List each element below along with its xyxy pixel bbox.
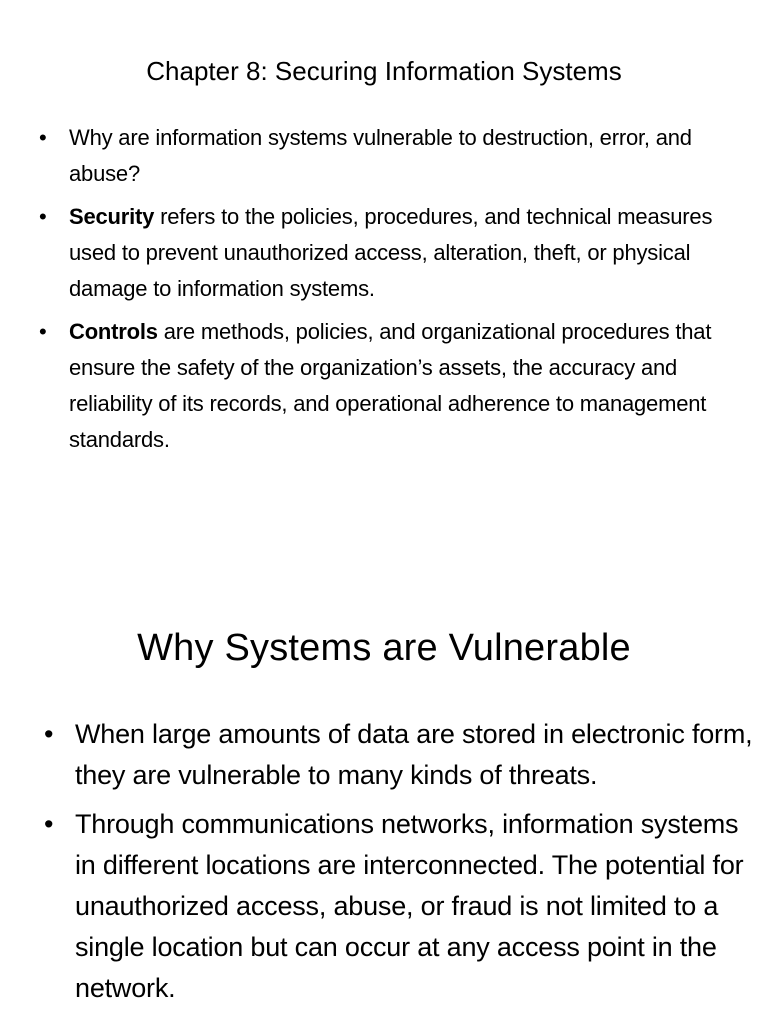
bullet-text: Through communications networks, information systems in different locations are interconnected. The potential for unauthorized access, abuse, or fraud is not limited to a single location but can occur at any access point in the network. [75,809,744,1003]
bullet-text: are methods, policies, and organizational procedures that ensure the safety of the organization’s assets, the accuracy and reliability of its records, and operational adherence to management standards. [69,319,712,452]
list-item [0,714,768,796]
bullet-text: Why are information systems vulnerable to destruction, error, and abuse? [69,125,692,186]
bullet-term: Security [69,204,155,229]
slide-title: Chapter 8: Securing Information Systems [146,56,622,86]
list-item [0,120,768,192]
bullet-icon: • [39,319,47,344]
slide-title: Why Systems are Vulnerable [137,627,631,669]
bullet-text: When large amounts of data are stored in electronic form, they are vulnerable to many kinds of threats. [75,719,753,790]
bullet-icon: • [39,125,47,150]
bullet-icon: • [44,809,54,839]
bullet-term: Controls [69,319,158,344]
list-item [0,199,768,307]
list-item [0,314,768,458]
slide-why-systems-vulnerable [0,600,768,1024]
bullet-list [0,120,768,465]
bullet-icon: • [39,204,47,229]
bullet-icon: • [44,719,54,749]
bullet-text: refers to the policies, procedures, and technical measures used to prevent unauthorized access, alteration, theft, or physical damage to information systems. [69,204,713,301]
list-item [0,804,768,1009]
bullet-list [0,714,768,1017]
